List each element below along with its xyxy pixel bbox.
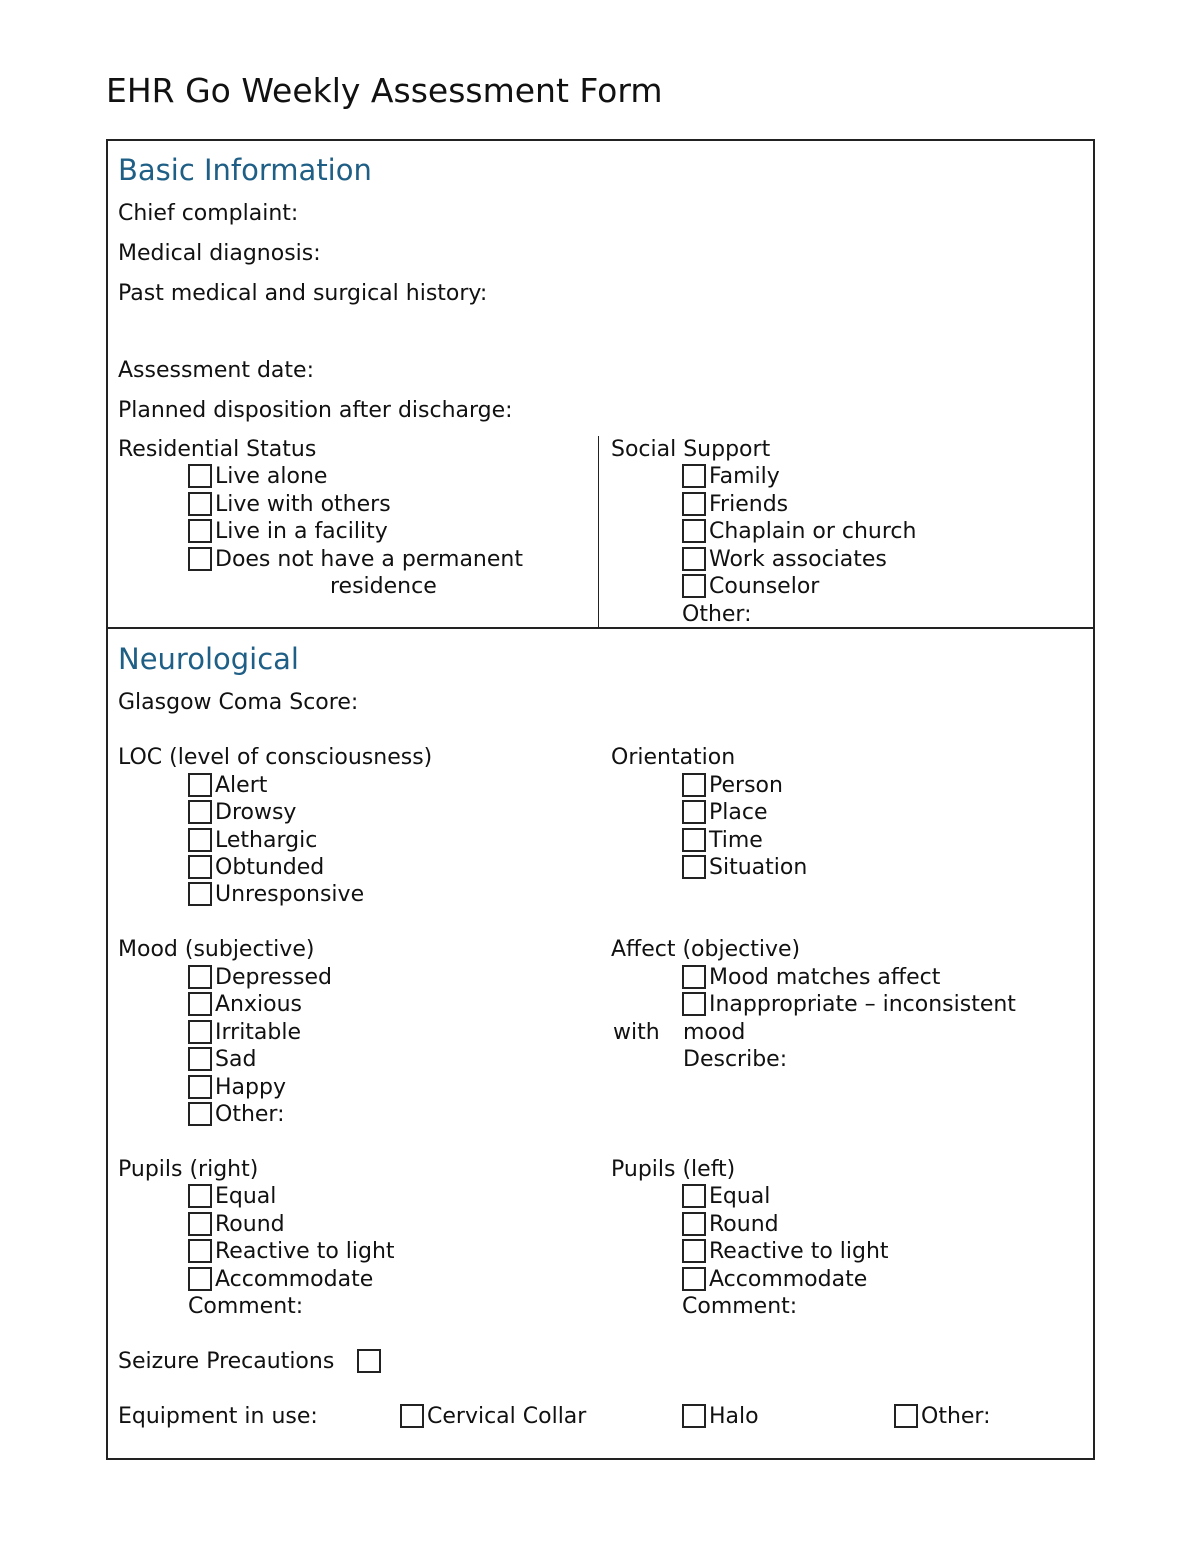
no-permanent-residence-label: Does not have a permanent <box>215 547 523 572</box>
chaplain-checkbox[interactable] <box>682 519 706 543</box>
live-alone-checkbox[interactable] <box>188 464 212 488</box>
person-checkbox[interactable] <box>682 773 706 797</box>
right-equal-checkbox[interactable] <box>188 1184 212 1208</box>
family-checkbox[interactable] <box>682 464 706 488</box>
happy-label: Happy <box>215 1075 286 1100</box>
mood-matches-affect-checkbox[interactable] <box>682 965 706 989</box>
place-label: Place <box>709 800 768 825</box>
form-border-left <box>106 139 108 1460</box>
mood-other-label: Other: <box>215 1102 285 1127</box>
glasgow-coma-score-label: Glasgow Coma Score: <box>118 690 359 715</box>
no-permanent-residence-continuation: residence <box>330 574 437 599</box>
column-divider <box>598 436 599 627</box>
pupils-right-label: Pupils (right) <box>118 1157 259 1182</box>
no-permanent-residence-checkbox[interactable] <box>188 547 212 571</box>
cervical-collar-label: Cervical Collar <box>427 1404 587 1429</box>
counselor-checkbox[interactable] <box>682 574 706 598</box>
equipment-other-checkbox[interactable] <box>894 1404 918 1428</box>
live-in-facility-label: Live in a facility <box>215 519 388 544</box>
obtunded-checkbox[interactable] <box>188 855 212 879</box>
affect-label: Affect (objective) <box>611 937 801 962</box>
depressed-label: Depressed <box>215 965 332 990</box>
right-accommodate-label: Accommodate <box>215 1267 374 1292</box>
left-reactive-label: Reactive to light <box>709 1239 889 1264</box>
right-round-label: Round <box>215 1212 285 1237</box>
equipment-label: Equipment in use: <box>118 1404 318 1429</box>
irritable-label: Irritable <box>215 1020 302 1045</box>
seizure-precautions-label: Seizure Precautions <box>118 1349 335 1374</box>
happy-checkbox[interactable] <box>188 1075 212 1099</box>
anxious-label: Anxious <box>215 992 302 1017</box>
equipment-other-label: Other: <box>921 1404 991 1429</box>
situation-label: Situation <box>709 855 808 880</box>
medical-diagnosis-label: Medical diagnosis: <box>118 241 321 266</box>
history-label: Past medical and surgical history: <box>118 281 488 306</box>
person-label: Person <box>709 773 783 798</box>
cervical-collar-checkbox[interactable] <box>400 1404 424 1428</box>
inappropriate-label: Inappropriate – inconsistent <box>709 992 1016 1017</box>
lethargic-label: Lethargic <box>215 828 318 853</box>
time-label: Time <box>709 828 763 853</box>
friends-checkbox[interactable] <box>682 492 706 516</box>
loc-label: LOC (level of consciousness) <box>118 745 433 770</box>
work-associates-checkbox[interactable] <box>682 547 706 571</box>
inappropriate-checkbox[interactable] <box>682 992 706 1016</box>
seizure-precautions-checkbox[interactable] <box>357 1349 381 1373</box>
social-other-label: Other: <box>682 602 752 627</box>
basic-information-heading: Basic Information <box>118 153 372 187</box>
form-border-bottom <box>106 1458 1095 1460</box>
counselor-label: Counselor <box>709 574 820 599</box>
unresponsive-label: Unresponsive <box>215 882 365 907</box>
left-reactive-checkbox[interactable] <box>682 1239 706 1263</box>
lethargic-checkbox[interactable] <box>188 828 212 852</box>
left-round-label: Round <box>709 1212 779 1237</box>
family-label: Family <box>709 464 780 489</box>
live-alone-label: Live alone <box>215 464 328 489</box>
live-in-facility-checkbox[interactable] <box>188 519 212 543</box>
inappropriate-with-text: with <box>613 1020 660 1045</box>
page-title: EHR Go Weekly Assessment Form <box>106 71 663 110</box>
friends-label: Friends <box>709 492 789 517</box>
chaplain-label: Chaplain or church <box>709 519 917 544</box>
pupils-left-label: Pupils (left) <box>611 1157 736 1182</box>
right-reactive-checkbox[interactable] <box>188 1239 212 1263</box>
alert-checkbox[interactable] <box>188 773 212 797</box>
form-border-top <box>106 139 1095 141</box>
obtunded-label: Obtunded <box>215 855 325 880</box>
alert-label: Alert <box>215 773 268 798</box>
section-divider <box>106 627 1095 629</box>
disposition-label: Planned disposition after discharge: <box>118 398 513 423</box>
halo-label: Halo <box>709 1404 759 1429</box>
mood-other-checkbox[interactable] <box>188 1102 212 1126</box>
chief-complaint-label: Chief complaint: <box>118 201 299 226</box>
place-checkbox[interactable] <box>682 800 706 824</box>
work-associates-label: Work associates <box>709 547 887 572</box>
orientation-label: Orientation <box>611 745 736 770</box>
left-equal-label: Equal <box>709 1184 771 1209</box>
right-reactive-label: Reactive to light <box>215 1239 395 1264</box>
left-accommodate-checkbox[interactable] <box>682 1267 706 1291</box>
situation-checkbox[interactable] <box>682 855 706 879</box>
affect-describe-label: Describe: <box>683 1047 788 1072</box>
irritable-checkbox[interactable] <box>188 1020 212 1044</box>
left-equal-checkbox[interactable] <box>682 1184 706 1208</box>
social-support-label: Social Support <box>611 437 771 462</box>
time-checkbox[interactable] <box>682 828 706 852</box>
neurological-heading: Neurological <box>118 642 299 676</box>
form-border-right <box>1093 139 1095 1460</box>
mood-label: Mood (subjective) <box>118 937 315 962</box>
unresponsive-checkbox[interactable] <box>188 882 212 906</box>
drowsy-checkbox[interactable] <box>188 800 212 824</box>
right-comment-label: Comment: <box>188 1294 304 1319</box>
drowsy-label: Drowsy <box>215 800 297 825</box>
halo-checkbox[interactable] <box>682 1404 706 1428</box>
left-round-checkbox[interactable] <box>682 1212 706 1236</box>
anxious-checkbox[interactable] <box>188 992 212 1016</box>
live-with-others-label: Live with others <box>215 492 391 517</box>
live-with-others-checkbox[interactable] <box>188 492 212 516</box>
right-round-checkbox[interactable] <box>188 1212 212 1236</box>
sad-label: Sad <box>215 1047 257 1072</box>
inappropriate-mood-text: mood <box>683 1020 746 1045</box>
sad-checkbox[interactable] <box>188 1047 212 1071</box>
left-comment-label: Comment: <box>682 1294 798 1319</box>
depressed-checkbox[interactable] <box>188 965 212 989</box>
assessment-date-label: Assessment date: <box>118 358 314 383</box>
residential-status-label: Residential Status <box>118 437 317 462</box>
right-accommodate-checkbox[interactable] <box>188 1267 212 1291</box>
mood-matches-affect-label: Mood matches affect <box>709 965 941 990</box>
left-accommodate-label: Accommodate <box>709 1267 868 1292</box>
right-equal-label: Equal <box>215 1184 277 1209</box>
